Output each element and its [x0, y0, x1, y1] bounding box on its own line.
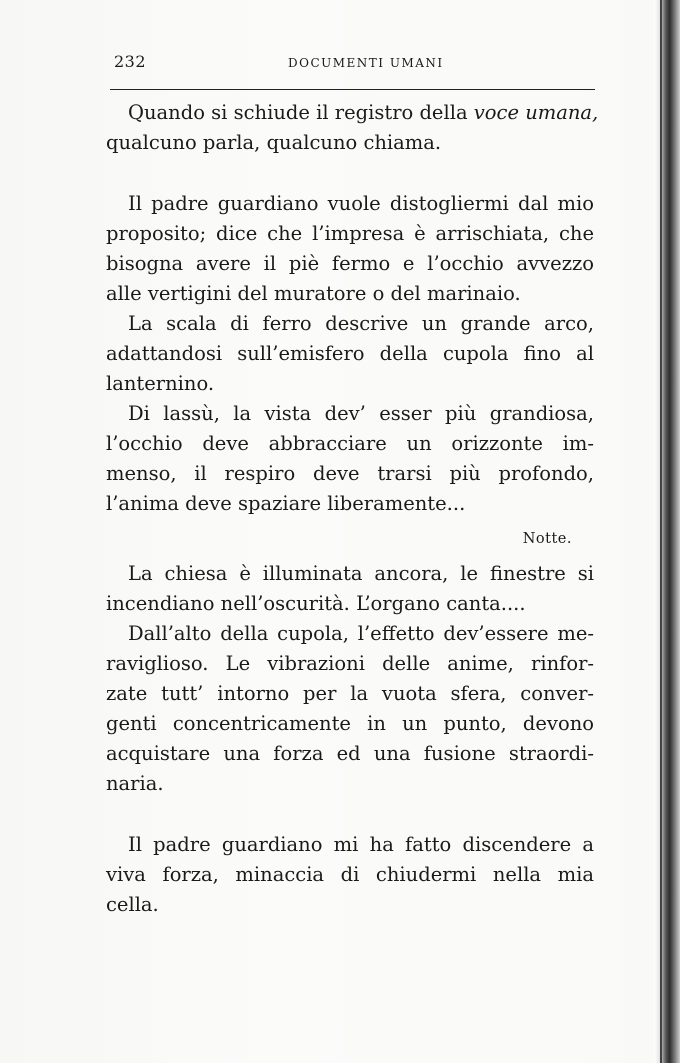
paragraph-5-line-2: incendiano nell’oscurità. L’organo canta....	[106, 592, 526, 615]
section-gap	[106, 799, 594, 830]
paragraph-3-line-2: adattandosi sull’emisfero della cupola fino al	[106, 342, 594, 365]
paragraph-3-line-3: lanternino.	[106, 372, 215, 395]
paragraph-6-line-4: genti concentricamente in un punto, devono	[106, 712, 594, 735]
paragraph-7-line-1: Il padre guardiano mi ha fatto discendere a	[128, 833, 594, 856]
paragraph-5-line-1: La chiesa è illuminata ancora, le finestre si	[128, 562, 594, 585]
paragraph-4-line-4: l’anima deve spaziare liberamente...	[106, 492, 466, 515]
running-head: DOCUMENTI UMANI	[288, 56, 444, 70]
paragraph-2-line-1: Il padre guardiano vuole distogliermi dal mio	[128, 192, 594, 215]
paragraph-6-line-6: naria.	[106, 772, 164, 795]
paragraph-1-line-1: Quando si schiude il registro della voce umana,	[128, 101, 599, 124]
header-rule	[110, 89, 595, 90]
page-number: 232	[114, 52, 147, 71]
paragraph-1-line-2: qualcuno parla, qualcuno chiama.	[106, 131, 442, 154]
section-gap	[106, 158, 594, 189]
section-heading-notte: Notte.	[522, 531, 572, 547]
paragraph-4-line-2: l’occhio deve abbracciare un orizzonte im-	[106, 432, 594, 455]
paragraph-7-line-2: viva forza, minaccia di chiudermi nella mia	[106, 863, 594, 886]
paragraph-6-line-5: acquistare una forza ed una fusione straordi-	[106, 742, 594, 765]
book-spine-edge	[660, 0, 662, 1063]
paragraph-7-line-3: cella.	[106, 893, 159, 916]
paragraph-6-line-1: Dall’alto della cupola, l’effetto dev’essere me-	[128, 622, 594, 645]
italic-phrase: voce umana,	[473, 101, 599, 124]
paragraph-4-line-3: menso, il respiro deve trarsi più profondo,	[106, 462, 594, 485]
paragraph-2-line-3: bisogna avere il piè fermo e l’occhio avvezzo	[106, 252, 594, 275]
page-header	[110, 50, 595, 80]
paragraph-3-line-1: La scala di ferro descrive un grande arco,	[128, 312, 594, 335]
body-text	[106, 98, 599, 920]
paragraph-2-line-2: proposito; dice che l’impresa è arrischiata, che	[106, 222, 594, 245]
book-spine-shadow	[654, 0, 680, 1063]
paragraph-6-line-2: raviglioso. Le vibrazioni delle anime, rinfor-	[106, 652, 594, 675]
paragraph-2-line-4: alle vertigini del muratore o del marinaio.	[106, 282, 521, 305]
paragraph-4-line-1: Di lassù, la vista dev’ esser più grandiosa,	[128, 402, 594, 425]
paragraph-6-line-3: zate tutt’ intorno per la vuota sfera, conver-	[106, 682, 594, 705]
